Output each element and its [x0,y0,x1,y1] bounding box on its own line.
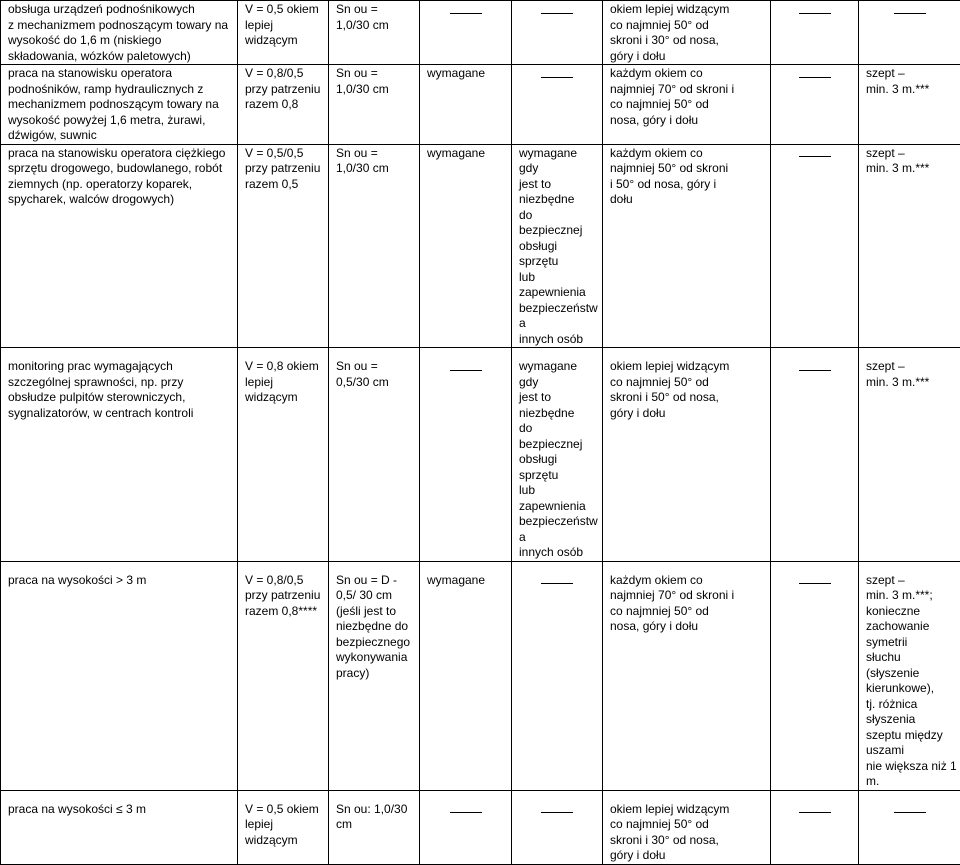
cell-col7 [771,1,859,65]
cell-text: V = 0,8/0,5 przy patrzeniu razem 0,8**** [245,573,325,620]
cell-col7 [771,65,859,145]
dash-mark [799,370,831,371]
cell-text: szept – min. 3 m.*** [866,146,957,177]
cell-text: okiem lepiej widzącym co najmniej 50° od skroni i 30° od nosa, góry i dołu [610,802,767,864]
dash-mark [799,156,831,157]
dash-mark [799,13,831,14]
dash-mark [799,77,831,78]
cell-field-of-view [603,561,771,790]
table-row [1,65,960,145]
dash-mark [541,583,573,584]
cell-activity [1,1,238,65]
cell-col4 [420,65,512,145]
cell-col4 [420,144,512,348]
cell-text: okiem lepiej widzącym co najmniej 50° od skroni i 30° od nosa, góry i dołu [610,2,767,64]
cell-col5 [512,561,603,790]
dash-mark [541,77,573,78]
cell-col8 [859,348,960,562]
cell-col5 [512,144,603,348]
cell-visus [238,1,329,65]
dash-mark [541,13,573,14]
table-body [1,1,960,865]
cell-text: V = 0,5 okiem lepiej widzącym [245,2,325,49]
cell-visus [238,65,329,145]
table-row [1,1,960,65]
cell-text: praca na wysokości ≤ 3 m [8,802,234,818]
cell-col7 [771,561,859,790]
cell-text: każdym okiem co najmniej 70° od skroni i co najmniej 50° od nosa, góry i dołu [610,66,767,128]
cell-text: praca na wysokości > 3 m [8,573,234,589]
cell-field-of-view [603,1,771,65]
dash-mark [541,812,573,813]
cell-text: wymagane gdy jest to niezbędne do bezpiecznej obsługi sprzętu lub zapewnienia bezpieczeństwa innych osób [519,146,599,348]
cell-col8 [859,790,960,864]
cell-text: Sn ou = D - 0,5/ 30 cm (jeśli jest to niezbędne do bezpiecznego wykonywania pracy) [336,573,416,682]
cell-visus [238,348,329,562]
cell-col8 [859,561,960,790]
cell-hearing [329,1,420,65]
cell-text: Sn ou: 1,0/30 cm [336,802,416,833]
cell-hearing [329,348,420,562]
cell-col8 [859,144,960,348]
cell-field-of-view [603,348,771,562]
cell-col8 [859,1,960,65]
cell-field-of-view [603,144,771,348]
cell-text: Sn ou = 1,0/30 cm [336,66,416,97]
cell-col4 [420,1,512,65]
cell-text: każdym okiem co najmniej 50° od skroni i 50° od nosa, góry i dołu [610,146,767,208]
cell-text: Sn ou = 1,0/30 cm [336,146,416,177]
cell-hearing [329,561,420,790]
cell-activity [1,144,238,348]
cell-text: szept – min. 3 m.***; konieczne zachowanie symetrii słuchu (słyszenie kierunkowe), tj. różnica słyszenia szeptu między uszami nie większa niż 1 m. [866,573,957,790]
table-row [1,144,960,348]
cell-text: okiem lepiej widzącym co najmniej 50° od skroni i 50° od nosa, góry i dołu [610,359,767,421]
cell-col8 [859,65,960,145]
cell-col4 [420,790,512,864]
cell-hearing [329,144,420,348]
cell-text: wymagane [427,573,508,589]
cell-text: monitoring prac wymagających szczególnej sprawności, np. przy obsłudze pulpitów sterowniczych, sygnalizatorów, w centrach kontroli [8,359,234,421]
dash-mark [894,812,926,813]
dash-mark [450,13,482,14]
cell-text: wymagane [427,66,508,82]
cell-col7 [771,348,859,562]
cell-activity [1,790,238,864]
cell-col4 [420,561,512,790]
cell-text: wymagane gdy jest to niezbędne do bezpiecznej obsługi sprzętu lub zapewnienia bezpieczeństwa innych osób [519,359,599,561]
cell-col5 [512,65,603,145]
cell-col5 [512,1,603,65]
cell-text: V = 0,5/0,5 przy patrzeniu razem 0,5 [245,146,325,193]
cell-visus [238,561,329,790]
cell-text: obsługa urządzeń podnośnikowych z mechanizmem podnoszącym towary na wysokość do 1,6 m (niskiego składowania, wózków paletowych) [8,2,234,64]
dash-mark [799,583,831,584]
cell-col7 [771,144,859,348]
cell-text: szept – min. 3 m.*** [866,66,957,97]
cell-activity [1,348,238,562]
dash-mark [894,13,926,14]
cell-text: szept – min. 3 m.*** [866,359,957,390]
cell-visus [238,144,329,348]
cell-col4 [420,348,512,562]
cell-visus [238,790,329,864]
cell-text: V = 0,8/0,5 przy patrzeniu razem 0,8 [245,66,325,113]
cell-text: V = 0,5 okiem lepiej widzącym [245,802,325,849]
dash-mark [450,370,482,371]
cell-text: wymagane [427,146,508,162]
table-row [1,561,960,790]
cell-text: praca na stanowisku operatora ciężkiego sprzętu drogowego, budowlanego, robót ziemnych (np. operatorzy koparek, spycharek, walców drogowych) [8,146,234,208]
cell-text: V = 0,8 okiem lepiej widzącym [245,359,325,406]
cell-activity [1,561,238,790]
dash-mark [799,812,831,813]
cell-hearing [329,65,420,145]
cell-text: każdym okiem co najmniej 70° od skroni i co najmniej 50° od nosa, góry i dołu [610,573,767,635]
cell-text: praca na stanowisku operatora podnośników, ramp hydraulicznych z mechanizmem podnoszącym towary na wysokość powyżej 1,6 metra, żurawi, dźwigów, suwnic [8,66,234,144]
dash-mark [450,812,482,813]
cell-text: Sn ou = 0,5/30 cm [336,359,416,390]
cell-activity [1,65,238,145]
table-row [1,348,960,562]
cell-hearing [329,790,420,864]
cell-text: Sn ou = 1,0/30 cm [336,2,416,33]
cell-col5 [512,348,603,562]
cell-field-of-view [603,65,771,145]
cell-field-of-view [603,790,771,864]
cell-col5 [512,790,603,864]
cell-col7 [771,790,859,864]
table-row [1,790,960,864]
